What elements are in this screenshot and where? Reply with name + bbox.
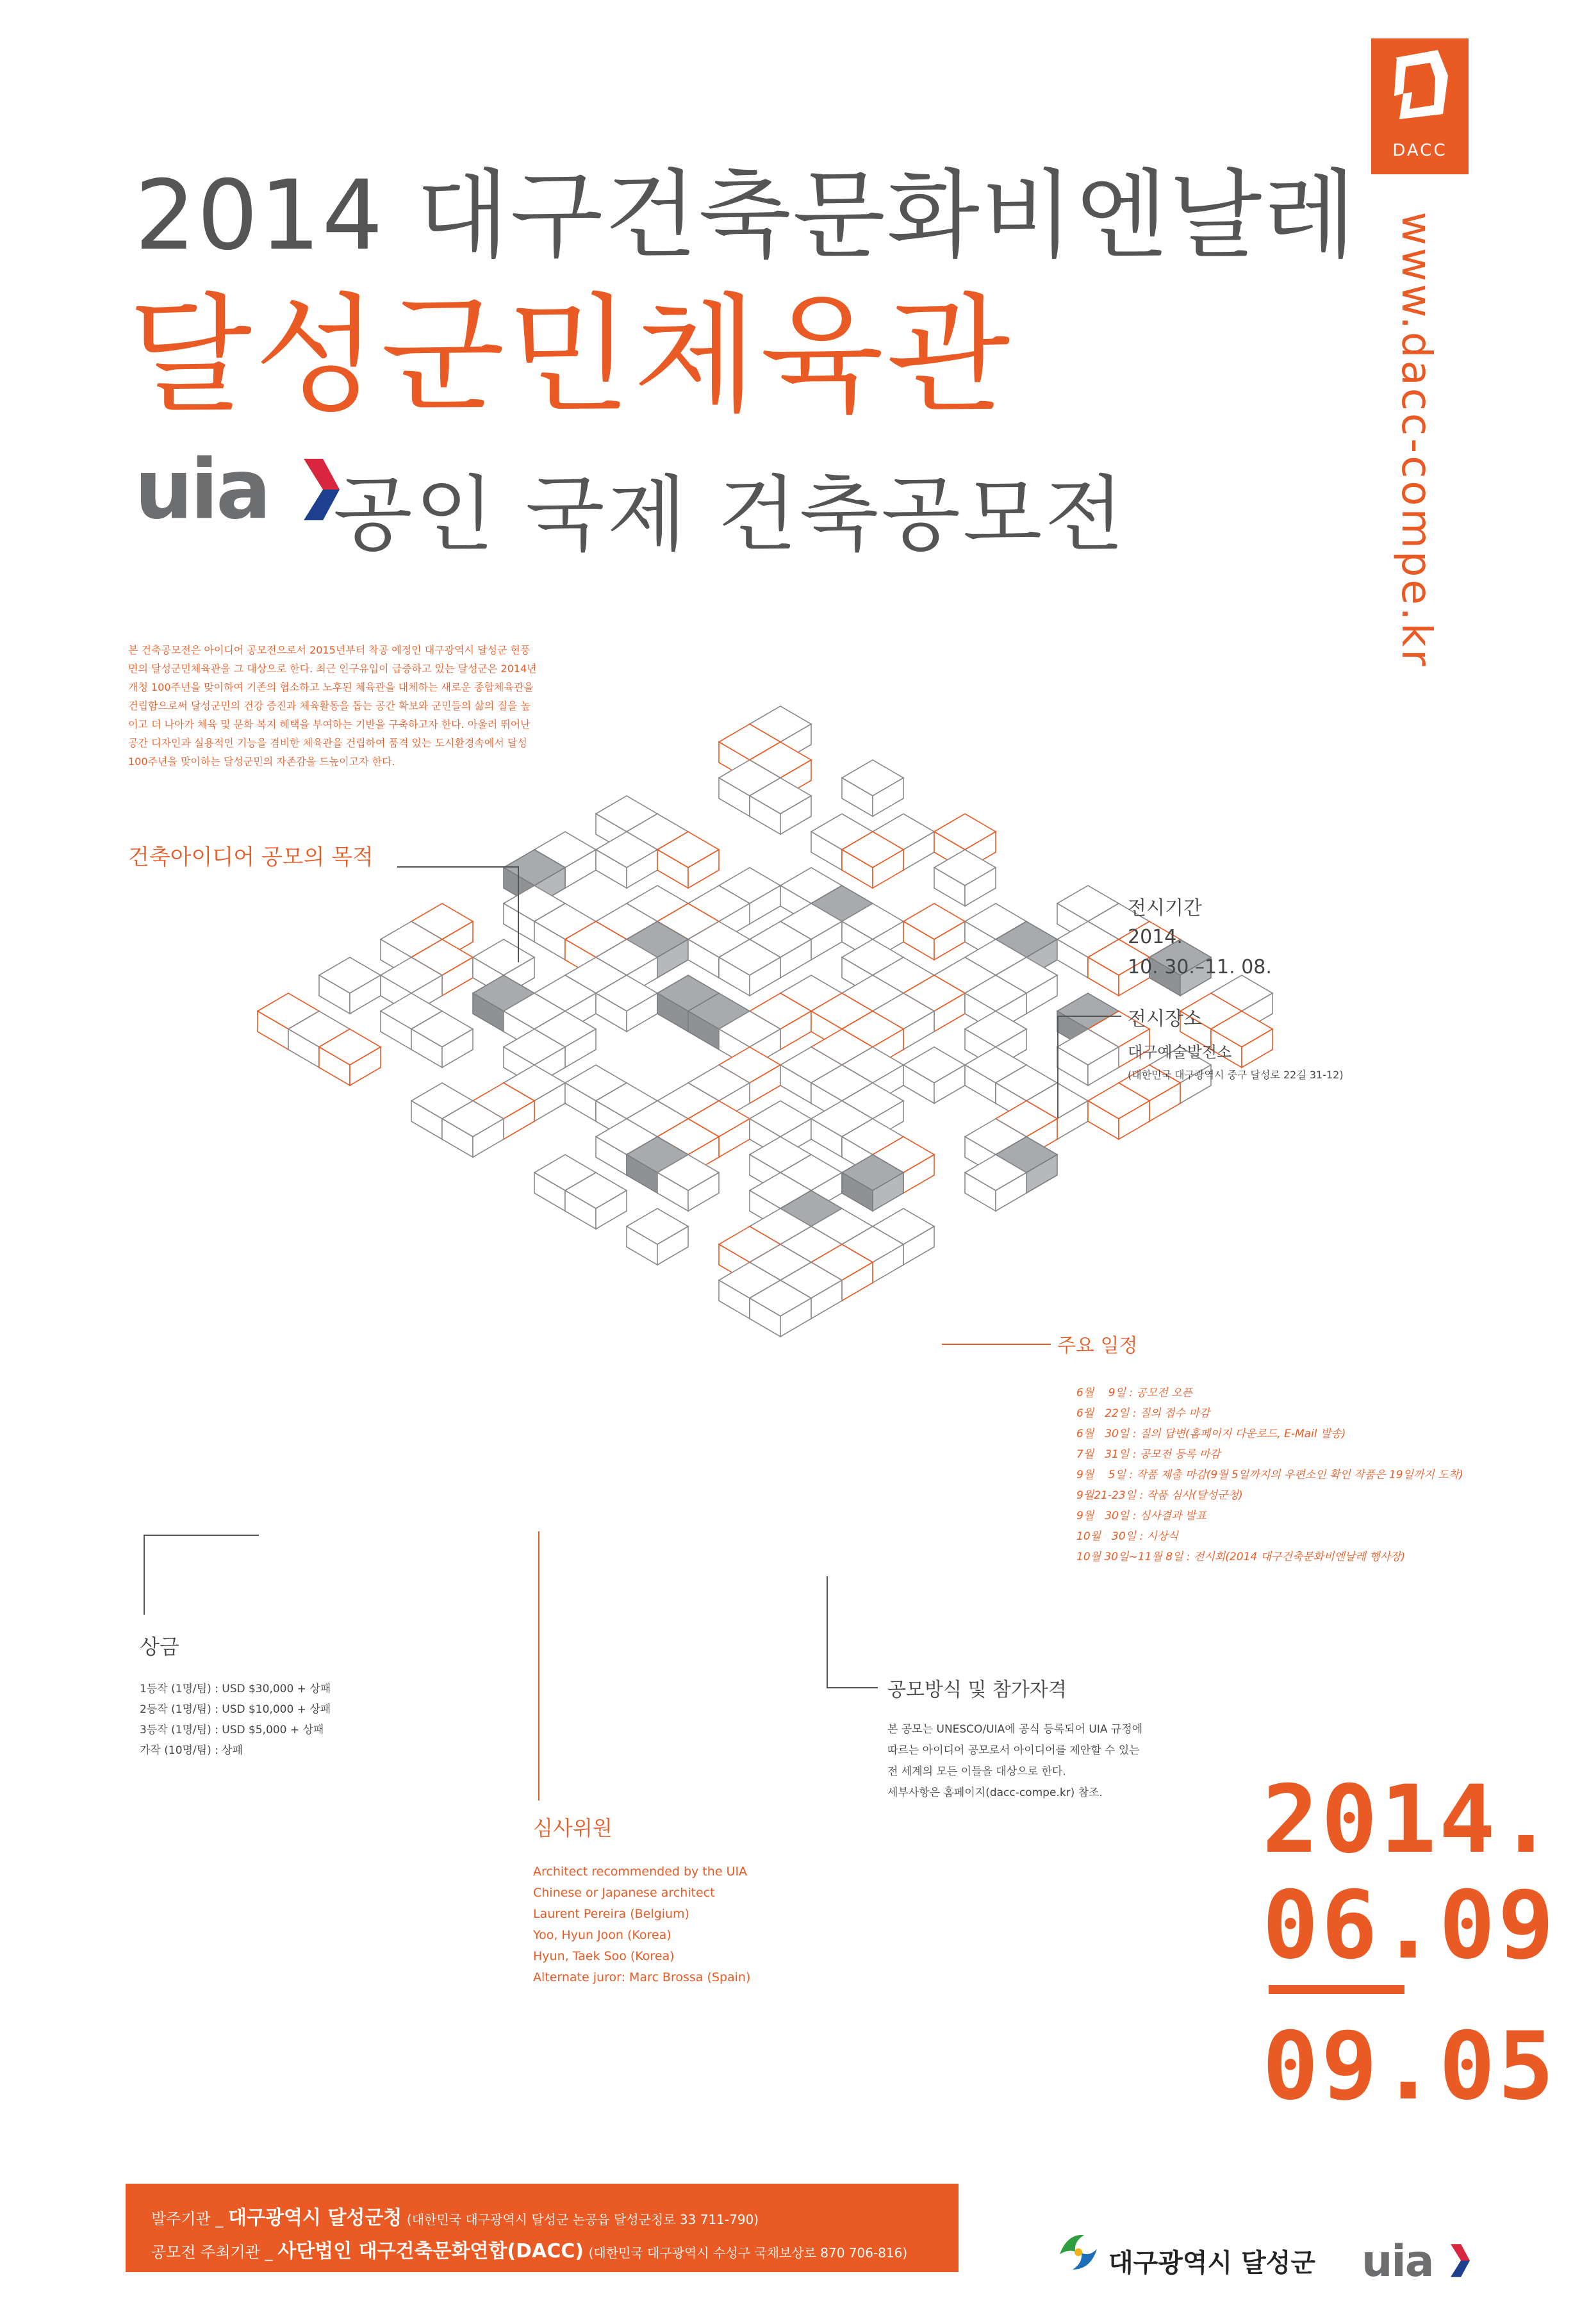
jury-member: Laurent Pereira (Belgium) — [533, 1907, 689, 1921]
website-url-wrap — [1378, 211, 1454, 698]
dalseong-emblem-icon — [1056, 2230, 1101, 2275]
method-line: 세부사항은 홈페이지(dacc-compe.kr) 참조. — [887, 1786, 1103, 1799]
exhibition-venue-address: (대한민국 대구광역시 중구 달성로 22길 31-12) — [1128, 1069, 1344, 1081]
jury-member: Alternate juror: Marc Brossa (Spain) — [533, 1970, 751, 1984]
uia-logo — [135, 442, 340, 538]
schedule-item: 6월 22일 : 질의 접수 마감 — [1076, 1407, 1210, 1420]
jury-heading: 심사위원 — [533, 1816, 613, 1840]
title-competition: 공인 국제 건축공모전 — [333, 467, 1127, 563]
dacc-logo — [1371, 38, 1469, 174]
footer-client-line — [151, 2202, 759, 2230]
purpose-leader-line-vertical — [518, 866, 519, 962]
prize-leader-line-vertical — [144, 1535, 145, 1615]
uia-logo-small-text: uia — [1362, 2236, 1433, 2287]
uia-logo-small — [1362, 2236, 1470, 2287]
intro-paragraph: 본 건축공모전은 아이디어 공모전으로서 2015년부터 착공 예정인 대구광역시 달성군 현풍면의 달성군민체육관을 그 대상으로 한다. 최근 인구유입이 급증하고 있는 달성군은 2014년 개청 100주년을 맞이하여 기존의 협소하고 노후된 체육관을 대체하는 새로운 종합체육관을 건립함으로써 달성군민의 건강 증진과 체육활동을 돕는 공간 확보와 군민들의 삶의 질을 높이고 더 나아가 체육 및 문화 복지 혜택을 부여하는 기반을 구축하고자 한다. 아울러 뛰어난 공간 디자인과 실용적인 기능을 겸비한 체육관을 건립하여 품격 있는 도시환경속에서 달성 100주년을 맞이하는 달성군민의 자존감을 드높이고자 한다. — [128, 644, 537, 768]
exhibition-venue-name: 대구예술발전소 — [1128, 1043, 1232, 1061]
method-leader-line — [827, 1687, 878, 1688]
prize-item: 3등작 (1명/팀) : USD $5,000 + 상패 — [140, 1724, 324, 1736]
jury-member: Hyun, Taek Soo (Korea) — [533, 1949, 675, 1963]
date-start: 06.09 — [1262, 1871, 1557, 1980]
jury-list — [533, 1861, 750, 1988]
schedule-item: 9월21-23일 : 작품 심사(달성군청) — [1076, 1489, 1243, 1502]
purpose-leader-line — [397, 866, 519, 868]
method-line: 본 공모는 UNESCO/UIA에 공식 등록되어 UIA 규정에 — [887, 1723, 1143, 1736]
schedule-item: 6월 30일 : 질의 답변(홈페이지 다운로드, E-Mail 발송) — [1076, 1428, 1346, 1440]
maze-block — [842, 760, 903, 816]
jury-leader-line-vertical — [538, 1531, 539, 1801]
schedule-item: 7월 31일 : 공모전 등록 마감 — [1076, 1448, 1221, 1461]
schedule-heading: 주요 일정 — [1057, 1335, 1138, 1357]
jury-member: Architect recommended by the UIA — [533, 1865, 748, 1879]
maze-block — [903, 1047, 965, 1103]
footer-host-org: 사단법인 대구건축문화연합(DACC) — [277, 2240, 584, 2262]
dalseong-logo-text: 대구광역시 달성군 — [1108, 2248, 1316, 2278]
title-gymnasium: 달성군민체육관 — [128, 281, 1013, 431]
schedule-item: 6월 9일 : 공모전 오픈 — [1076, 1387, 1192, 1399]
dacc-logo-mark-icon — [1371, 38, 1469, 135]
footer-host-line — [151, 2235, 907, 2263]
title-biennale: 2014 대구건축문화비엔날레 — [135, 160, 1358, 272]
exhibition-venue-label: 전시장소 — [1128, 1008, 1202, 1030]
schedule-leader-line — [942, 1344, 1051, 1345]
footer-client-label: 발주기관 _ — [151, 2210, 224, 2228]
schedule-list — [1076, 1383, 1463, 1567]
exhibition-period-year: 2014. — [1128, 926, 1183, 948]
prize-heading: 상금 — [140, 1635, 179, 1659]
jury-member: Chinese or Japanese architect — [533, 1886, 715, 1900]
maze-block — [903, 903, 965, 960]
footer-client-address: (대한민국 대구광역시 달성군 논공읍 달성군청로 33 711-790) — [406, 2212, 759, 2227]
uia-chevron-small-icon — [1451, 2244, 1470, 2277]
prize-item: 가작 (10명/팀) : 상패 — [140, 1744, 243, 1757]
dacc-logo-label: DACC — [1392, 141, 1447, 160]
method-line: 전 세계의 모든 이들을 대상으로 한다. — [887, 1765, 1066, 1778]
schedule-item: 9월 5일 : 작품 제출 마감(9월 5일까지의 우편소인 확인 작품은 19일까지 도착) — [1076, 1469, 1463, 1481]
maze-block — [319, 957, 381, 1014]
method-text — [887, 1719, 1142, 1804]
website-url[interactable]: www.dacc-compe.kr — [1392, 211, 1440, 669]
method-leader-line-vertical — [827, 1576, 828, 1688]
maze-block — [627, 1208, 688, 1265]
prize-item: 1등작 (1명/팀) : USD $30,000 + 상패 — [140, 1683, 331, 1695]
schedule-item: 9월 30일 : 심사결과 발표 — [1076, 1510, 1206, 1522]
purpose-heading: 건축아이디어 공모의 목적 — [128, 845, 374, 870]
schedule-item: 10월 30일~11월 8일 : 전시회(2014 대구건축문화비엔날레 행사장) — [1076, 1551, 1406, 1563]
footer-host-label: 공모전 주최기관 _ — [151, 2243, 273, 2261]
date-year: 2014. — [1262, 1765, 1557, 1874]
footer-host-address: (대한민국 대구광역시 수성구 국채보상로 870 706-816) — [588, 2245, 908, 2261]
prize-item: 2등작 (1명/팀) : USD $10,000 + 상패 — [140, 1703, 331, 1716]
maze-illustration — [243, 660, 1333, 1781]
date-end: 09.05 — [1262, 2012, 1557, 2121]
date-range-dash — [1269, 1985, 1404, 1994]
footer-bar — [126, 2184, 959, 2272]
footer-client-org: 대구광역시 달성군청 — [228, 2207, 402, 2229]
method-line: 따르는 아이디어 공모로서 아이디어를 제안할 수 있는 — [887, 1744, 1140, 1757]
exhibition-period-label: 전시기간 — [1128, 897, 1202, 919]
uia-logo-text: uia — [135, 442, 269, 538]
prize-leader-line — [144, 1535, 259, 1536]
venue-leader-line — [1057, 1016, 1121, 1017]
schedule-item: 10월 30일 : 시상식 — [1076, 1530, 1178, 1543]
exhibition-period-dates: 10. 30.–11. 08. — [1128, 956, 1272, 978]
jury-member: Yoo, Hyun Joon (Korea) — [533, 1928, 671, 1942]
venue-leader-line-vertical — [1057, 1016, 1058, 1118]
method-heading: 공모방식 및 참가자격 — [887, 1679, 1067, 1701]
prize-list — [140, 1679, 331, 1761]
